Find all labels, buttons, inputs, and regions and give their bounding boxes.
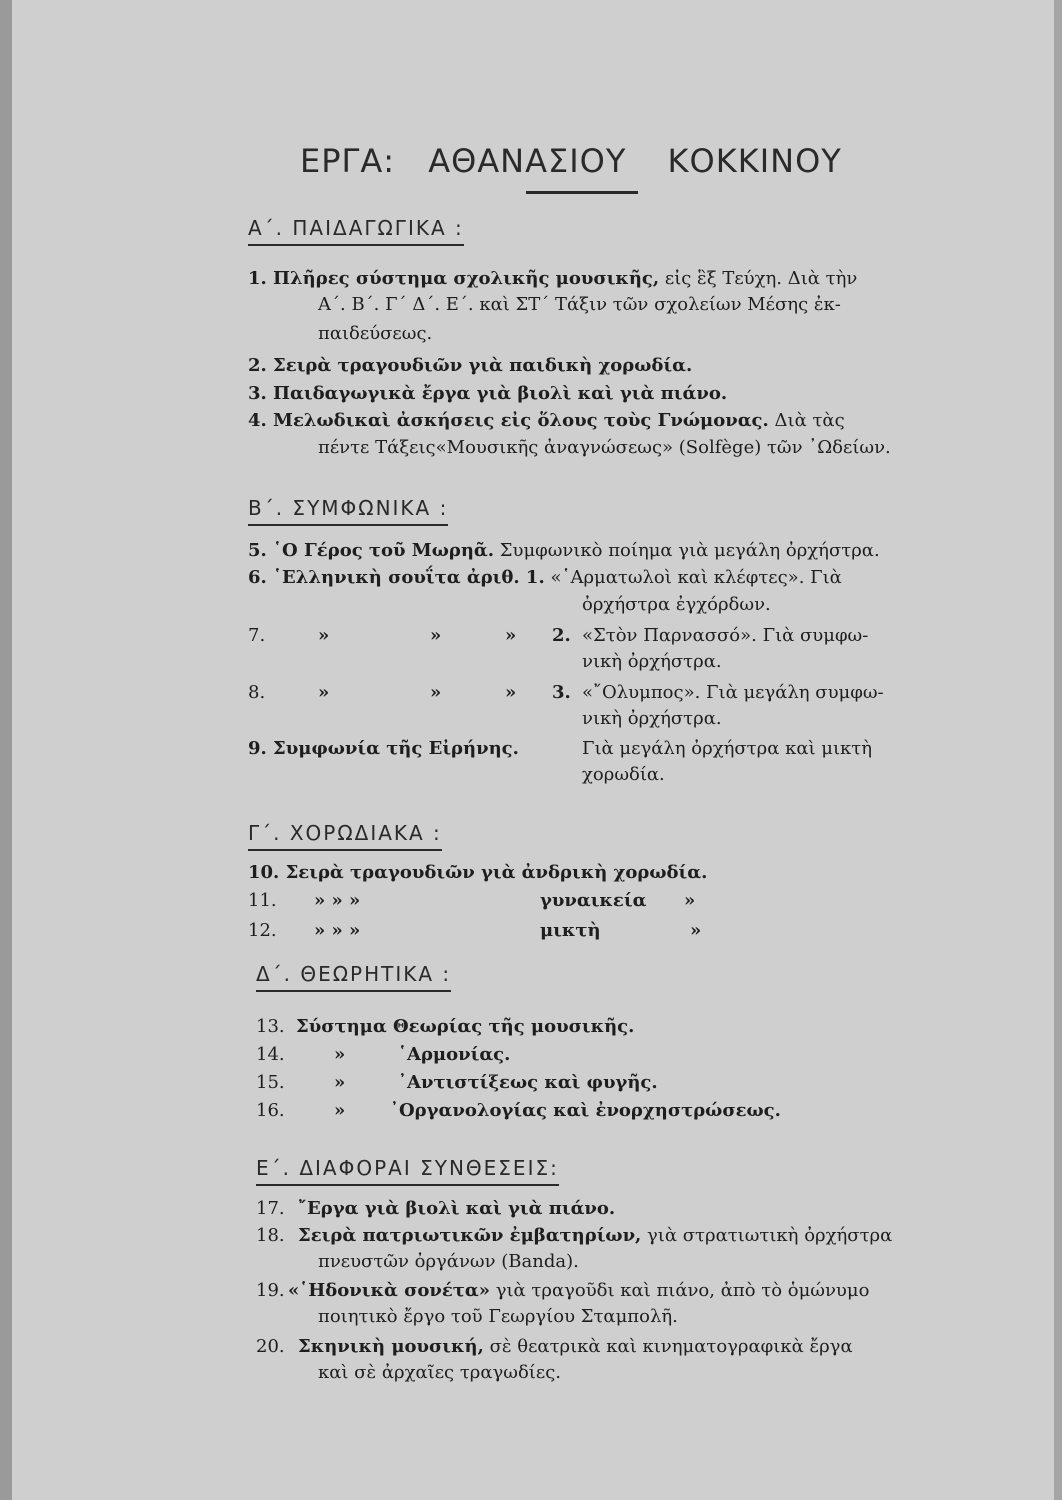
list-item-11-text: γυναικεία	[540, 890, 647, 911]
list-item-17-number: 17.	[256, 1198, 285, 1219]
list-item-20-number: 20.	[256, 1336, 285, 1357]
ditto-mark: »	[334, 1044, 346, 1065]
list-item-14-text: ῾Αρμονίας.	[398, 1044, 511, 1065]
list-item-5: 5. ῾Ο Γέρος τοῦ Μωρηᾶ. Συμφωνικὸ ποίημα γιὰ μεγάλη ὀρχήστρα.	[248, 540, 880, 561]
section-a-heading: Α΄. ΠΑΙΔΑΓΩΓΙΚΑ :	[248, 216, 464, 246]
list-item-6: 6. ῾Ελληνικὴ σουΐτα ἀριθ. 1. «῾Αρματωλοὶ καὶ κλέφτες». Γιὰ	[248, 567, 842, 588]
title-part-1: ΕΡΓΑ:	[300, 142, 396, 180]
list-item-3: 3. Παιδαγωγικὰ ἔργα γιὰ βιολὶ καὶ γιὰ πιάνο.	[248, 383, 728, 404]
list-item-19-number: 19.	[256, 1280, 285, 1301]
list-item-6-line-2: ὀρχήστρα ἐγχόρδων.	[582, 594, 771, 615]
page-edge-right	[1054, 0, 1062, 1500]
ditto-mark: »	[505, 625, 517, 646]
ditto-mark: »	[684, 890, 696, 911]
list-item-8-line-2: νικὴ ὀρχήστρα.	[582, 708, 722, 729]
section-c-heading: Γ΄. ΧΟΡΩΔΙΑΚΑ :	[248, 821, 442, 851]
section-e-heading: Ε΄. ΔΙΑΦΟΡΑΙ ΣΥΝΘΕΣΕΙΣ:	[256, 1156, 559, 1186]
list-item-7-number: 7.	[248, 625, 266, 646]
list-item-11-number: 11.	[248, 890, 277, 911]
list-item-1-line-2: Α΄. Β΄. Γ΄ Δ΄. Ε΄. καὶ ΣΤ΄ Τάξιν τῶν σχολείων Μέσης ἐκ-	[318, 294, 841, 315]
list-item-20-text: Σκηνικὴ μουσική, σὲ θεατρικὰ καὶ κινηματογραφικὰ ἔργα	[298, 1336, 853, 1357]
list-item-14-number: 14.	[256, 1044, 285, 1065]
list-item-13-text: Σύστημα Θεωρίας τῆς μουσικῆς.	[296, 1016, 635, 1037]
list-item-7-sub: 2.	[552, 625, 571, 646]
list-item-4: 4. Μελωδικαὶ ἀσκήσεις εἰς ὅλους τοὺς Γνώμονας. Διὰ τὰς	[248, 410, 845, 431]
list-item-9-line-2: χορωδία.	[582, 764, 665, 785]
list-item-1: 1. Πλῆρες σύστημα σχολικῆς μουσικῆς, εἰς ἓξ Τεύχη. Διὰ τὴν	[248, 268, 858, 289]
list-item-8-sub: 3.	[552, 682, 571, 703]
ditto-mark: »	[334, 1100, 346, 1121]
list-item-9: 9. Συμφωνία τῆς Εἰρήνης.	[248, 738, 519, 759]
list-item-18-number: 18.	[256, 1225, 285, 1246]
list-item-12-number: 12.	[248, 920, 277, 941]
section-d-heading: Δ΄. ΘΕΩΡΗΤΙΚΑ :	[256, 962, 451, 992]
ditto-mark: »	[430, 682, 442, 703]
ditto-mark: »	[318, 682, 330, 703]
list-item-12-text: μικτὴ	[540, 920, 601, 941]
section-b-heading: Β΄. ΣΥΜΦΩΝΙΚΑ :	[248, 496, 448, 526]
title-part-2: ΑΘΑΝΑΣΙΟΥ	[428, 142, 627, 180]
title-underline	[526, 191, 638, 194]
list-item-10: 10. Σειρὰ τραγουδιῶν γιὰ ἀνδρικὴ χορωδία.	[248, 862, 708, 883]
list-item-4-line-2: πέντε Τάξεις«Μουσικῆς ἀναγνώσεως» (Solfège) τῶν ᾿Ωδείων.	[318, 437, 891, 458]
title-part-3: ΚΟΚΚΙΝΟΥ	[667, 142, 842, 180]
list-item-8-number: 8.	[248, 682, 266, 703]
ditto-mark: »	[505, 682, 517, 703]
ditto-mark: »	[690, 920, 702, 941]
page-title	[300, 142, 842, 180]
list-item-16-number: 16.	[256, 1100, 285, 1121]
list-item-8-text: «῎Ολυμπος». Γιὰ μεγάλη συμφω-	[582, 682, 884, 703]
list-item-2: 2. Σειρὰ τραγουδιῶν γιὰ παιδικὴ χορωδία.	[248, 355, 693, 376]
list-item-18-line-2: πνευστῶν ὀργάνων (Banda).	[318, 1251, 579, 1272]
list-item-19-text: «῾Ηδονικὰ σονέτα» γιὰ τραγοῦδι καὶ πιάνο, ἀπὸ τὸ ὁμώνυμο	[288, 1280, 870, 1301]
ditto-mark: »	[318, 625, 330, 646]
list-item-15-number: 15.	[256, 1072, 285, 1093]
list-item-18-text: Σειρὰ πατριωτικῶν ἐμβατηρίων, γιὰ στρατιωτικὴ ὀρχήστρα	[298, 1225, 893, 1246]
list-item-7-text: «Στὸν Παρνασσό». Γιὰ συμφω-	[582, 625, 869, 646]
list-item-1-line-3: παιδεύσεως.	[318, 323, 433, 344]
list-item-7-line-2: νικὴ ὀρχήστρα.	[582, 651, 722, 672]
ditto-marks: » » »	[314, 890, 361, 911]
ditto-mark: »	[334, 1072, 346, 1093]
ditto-marks: » » »	[314, 920, 361, 941]
list-item-13-number: 13.	[256, 1016, 285, 1037]
list-item-17-text: ῎Εργα γιὰ βιολὶ καὶ γιὰ πιάνο.	[298, 1198, 616, 1219]
list-item-16-text: ᾿Οργανολογίας καὶ ἐνορχηστρώσεως.	[390, 1100, 781, 1121]
list-item-15-text: ᾿Αντιστίξεως καὶ φυγῆς.	[398, 1072, 658, 1093]
list-item-20-line-2: καὶ σὲ ἀρχαῖες τραγωδίες.	[318, 1362, 561, 1383]
page-edge-left	[0, 0, 12, 1500]
ditto-mark: »	[430, 625, 442, 646]
list-item-9-text: Γιὰ μεγάλη ὀρχήστρα καὶ μικτὴ	[582, 738, 873, 759]
list-item-19-line-2: ποιητικὸ ἔργο τοῦ Γεωργίου Σταμπολῆ.	[318, 1306, 678, 1327]
